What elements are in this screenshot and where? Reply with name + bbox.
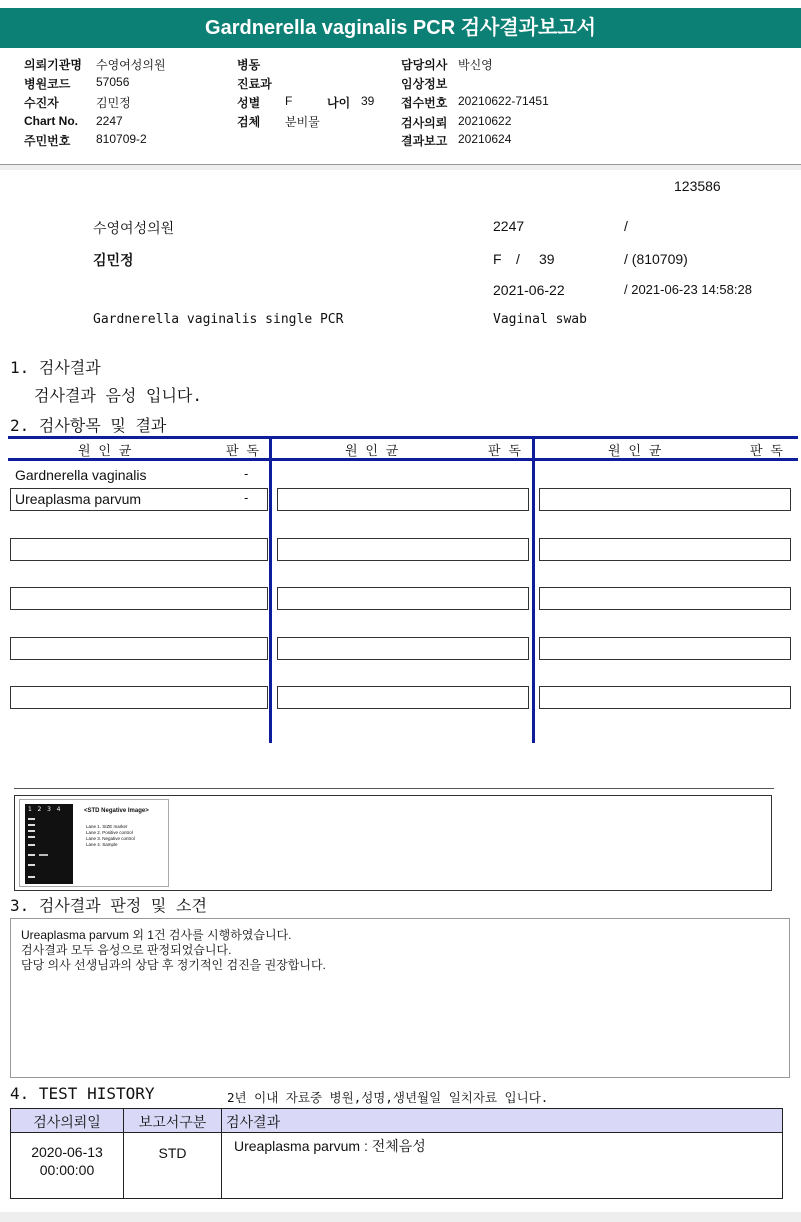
result-cell — [539, 637, 791, 660]
gel-legend-line: Lane 4. Sample — [86, 842, 118, 847]
section3-title: 3. 검사결과 판정 및 소견 — [10, 896, 207, 915]
history-col-divider-2 — [221, 1109, 222, 1198]
history-row-date — [11, 1143, 123, 1179]
page-bottom-band — [0, 1212, 801, 1222]
opinion-line: 담당 의사 선생님과의 상담 후 정기적인 검진을 권장합니다. — [21, 958, 326, 972]
report-title: Gardnerella vaginalis PCR 검사결과보고서 — [0, 8, 801, 48]
ward-label: 병동 — [237, 58, 261, 72]
result-cell — [539, 488, 791, 511]
section4-title: 4. TEST HISTORY — [10, 1084, 155, 1103]
resident-no-value: 810709-2 — [96, 132, 147, 146]
section1-title: 1. 검사결과 — [10, 358, 101, 377]
history-header-date: 검사의뢰일 — [33, 1114, 101, 1130]
hospital-label: 의뢰기관명 — [24, 58, 82, 72]
col1-result-header: 판 독 — [226, 444, 259, 459]
chart-no-value: 2247 — [96, 114, 123, 128]
item-1-name: Gardnerella vaginalis — [15, 467, 147, 483]
item-1-result: - — [244, 466, 249, 481]
resident-no-label: 주민번호 — [24, 134, 71, 148]
doctor-value: 박신영 — [458, 58, 493, 72]
report-value: 20210624 — [458, 132, 512, 146]
result-cell — [10, 686, 268, 709]
info-specimen: Vaginal swab — [493, 312, 587, 327]
result-cell — [10, 637, 268, 660]
result-cell — [539, 686, 791, 709]
opinion-line: 검사결과 모두 음성으로 판정되었습니다. — [21, 943, 232, 957]
info-chart: 2247 — [493, 218, 525, 234]
gel-electrophoresis-image — [25, 804, 73, 884]
hospital-code-label: 병원코드 — [24, 77, 71, 91]
info-hospital: 수영여성의원 — [93, 220, 175, 236]
history-row-result: Ureaplasma parvum : 전체음성 — [234, 1138, 426, 1154]
col2-pathogen-header: 원 인 균 — [345, 444, 399, 459]
specimen-label: 검체 — [237, 115, 261, 129]
result-cell — [10, 587, 268, 610]
history-date: 2020-06-13 — [31, 1144, 103, 1160]
col3-pathogen-header: 원 인 균 — [608, 444, 662, 459]
col3-result-header: 판 독 — [750, 444, 783, 459]
result-cell — [277, 686, 529, 709]
request-label: 검사의뢰 — [401, 116, 448, 130]
info-age: 39 — [539, 251, 555, 267]
result-cell — [277, 637, 529, 660]
doctor-label: 담당의사 — [401, 58, 448, 72]
gel-legend-line: Lane 2. Positive control — [86, 830, 133, 835]
age-value: 39 — [361, 94, 375, 108]
result-cell — [539, 538, 791, 561]
info-sex: F — [493, 251, 502, 267]
gel-legend-line: Lane 1. SIZE marker — [86, 824, 128, 829]
report-id: 123586 — [674, 178, 721, 194]
receipt-no-value: 20210622-71451 — [458, 94, 549, 108]
col1-pathogen-header: 원 인 균 — [78, 444, 132, 459]
section1-result: 검사결과 음성 입니다. — [34, 386, 203, 405]
result-cell — [10, 538, 268, 561]
info-request-date: 2021-06-22 — [493, 282, 565, 298]
info-sex-slash: / — [516, 251, 520, 267]
result-cell — [277, 488, 529, 511]
history-row-type: STD — [158, 1145, 187, 1161]
sex-label: 성별 — [237, 96, 261, 110]
history-table — [10, 1108, 783, 1199]
request-value: 20210622 — [458, 114, 512, 128]
history-time: 00:00:00 — [39, 1162, 95, 1178]
opinion-line: Ureaplasma parvum 외 1건 검사를 시행하였습니다. — [21, 928, 292, 942]
report-label: 결과보고 — [401, 134, 448, 148]
item-2-name: Ureaplasma parvum — [15, 491, 142, 507]
info-birth: / (810709) — [624, 251, 688, 267]
gel-title: <STD Negative Image> — [84, 808, 149, 814]
result-cell — [277, 538, 529, 561]
chart-no-label: Chart No. — [24, 114, 78, 128]
sex-value: F — [285, 94, 293, 108]
history-header-result: 검사결과 — [226, 1114, 281, 1130]
specimen-value: 분비물 — [285, 115, 320, 129]
section2-title: 2. 검사항목 및 결과 — [10, 416, 167, 435]
receipt-no-label: 접수번호 — [401, 96, 448, 110]
info-name: 김민정 — [93, 252, 134, 268]
history-header-type: 보고서구분 — [138, 1114, 207, 1130]
info-report-datetime: / 2021-06-23 14:58:28 — [624, 282, 752, 297]
col-divider-1 — [269, 436, 272, 743]
header-shadow — [0, 165, 801, 170]
result-cell — [277, 587, 529, 610]
hospital-code-value: 57056 — [96, 75, 130, 89]
gel-divider — [14, 788, 774, 789]
col-divider-2 — [532, 436, 535, 743]
table-top-border — [8, 436, 798, 439]
patient-label: 수진자 — [24, 96, 59, 110]
item-2-result: - — [244, 490, 249, 505]
opinion-box — [10, 918, 790, 1078]
info-test: Gardnerella vaginalis single PCR — [93, 312, 344, 327]
clinical-info-label: 임상정보 — [401, 77, 448, 91]
col2-result-header: 판 독 — [488, 444, 521, 459]
gel-legend — [86, 824, 135, 848]
patient-value: 김민정 — [96, 96, 131, 110]
result-cell — [539, 587, 791, 610]
gel-lane-numbers: 1 2 3 4 — [28, 806, 61, 813]
history-note: 2년 이내 자료중 병원,성명,생년월일 일치자료 입니다. — [227, 1090, 549, 1105]
info-slash: / — [624, 218, 628, 234]
hospital-value: 수영여성의원 — [96, 58, 166, 72]
gel-legend-line: Lane 3. Negative control — [86, 836, 135, 841]
dept-label: 진료과 — [237, 77, 272, 91]
age-label: 나이 — [327, 96, 351, 110]
